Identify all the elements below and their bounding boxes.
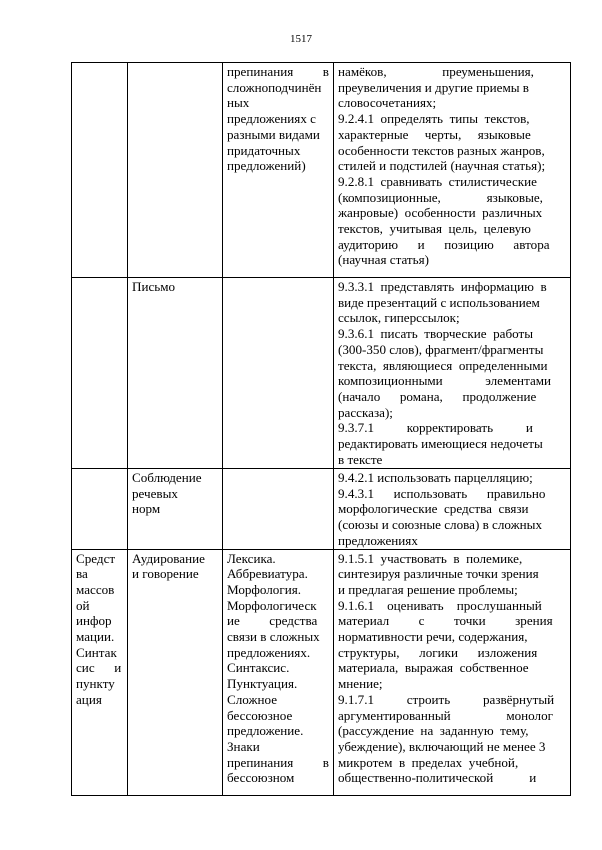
text-line: 9.4.2.1 использовать парцелляцию; <box>338 470 533 485</box>
text-line: бессоюзном <box>227 770 295 786</box>
text-line: Пунктуация. <box>227 676 298 692</box>
text-line: предложениях. <box>227 644 311 660</box>
text-line: препинания в <box>227 64 329 79</box>
section-cell <box>72 278 128 469</box>
curriculum-table <box>71 62 571 796</box>
text-line: 9.1.5.1 участвовать в полемике, <box>338 550 523 566</box>
text-line: ой <box>76 597 90 613</box>
skill-label <box>132 551 218 582</box>
text-line: мации. <box>76 629 115 645</box>
text-line: (союзы и союзные слова) в сложных <box>338 517 542 533</box>
skill-cell <box>128 549 223 795</box>
text-line: стилей и подстилей (научная статья); <box>338 158 546 174</box>
text-line: нормативности речи, содержания, <box>338 629 528 645</box>
text-line: материал с точки зрения <box>338 613 553 629</box>
text-line: Сложное <box>227 691 278 707</box>
text-line: жанровые) особенности различных <box>338 205 543 221</box>
text-line: общественно-политической и <box>338 770 537 786</box>
text-line: 9.3.6.1 писать творческие работы <box>338 326 534 342</box>
objectives-text <box>338 551 566 787</box>
text-line: намёков, преуменьшения, <box>338 64 534 79</box>
objectives-text <box>338 64 566 268</box>
text-line: (композиционные, языковые, <box>338 189 543 205</box>
text-line: редактировать имеющиеся недочеты <box>338 436 543 452</box>
text-line: преувеличения и другие приемы в <box>338 79 529 95</box>
objectives-cell <box>334 278 571 469</box>
text-line: связи в сложных <box>227 629 320 645</box>
topic-cell <box>223 278 334 469</box>
text-line: характерные черты, языковые <box>338 126 531 142</box>
text-line: Письмо <box>132 279 176 294</box>
topic-text <box>227 64 329 174</box>
text-line: особенности текстов разных жанров, <box>338 142 545 158</box>
text-line: текстов, учитывая цель, целевую <box>338 221 531 237</box>
skill-cell <box>128 278 223 469</box>
objectives-text <box>338 279 566 467</box>
text-line: 9.3.3.1 представлять информацию в <box>338 279 547 294</box>
text-line: Аудирование <box>132 550 205 566</box>
text-line: бессоюзное <box>227 707 293 723</box>
objectives-cell <box>334 469 571 550</box>
text-line: морфологические средства связи <box>338 501 529 517</box>
text-line: синтезируя различные точки зрения <box>338 566 539 582</box>
topic-cell <box>223 469 334 550</box>
text-line: аргументированный монолог <box>338 707 553 723</box>
section-cell <box>72 549 128 795</box>
skill-label <box>132 470 218 517</box>
text-line: разными видами <box>227 126 320 142</box>
skill-cell <box>128 63 223 278</box>
text-line: Синтаксис. <box>227 660 290 676</box>
topic-cell <box>223 63 334 278</box>
text-line: ие средства <box>227 613 318 629</box>
text-line: предложений) <box>227 158 306 174</box>
text-line: Морфологическ <box>227 597 317 613</box>
text-line: 9.4.3.1 использовать правильно <box>338 485 546 501</box>
text-line: 9.3.7.1 корректировать и <box>338 420 533 436</box>
text-line: ация <box>76 691 102 707</box>
text-line: (рассуждение на заданную тему, <box>338 723 529 739</box>
text-line: материала, выражая собственное <box>338 660 529 676</box>
skill-label <box>132 279 218 295</box>
topic-text <box>227 551 329 787</box>
text-line: в тексте <box>338 451 383 467</box>
table-row <box>72 278 571 469</box>
text-line: ссылок, гиперссылок; <box>338 310 460 326</box>
section-cell <box>72 63 128 278</box>
text-line: словосочетаниях; <box>338 95 437 111</box>
text-line: аудиторию и позицию автора <box>338 236 550 252</box>
text-line: рассказа); <box>338 404 393 420</box>
text-line: текста, являющиеся определенными <box>338 357 548 373</box>
text-line: препинания в <box>227 754 329 770</box>
page-number: 1517 <box>290 33 312 45</box>
text-line: Средст <box>76 550 116 566</box>
text-line: и предлагая решение проблемы; <box>338 581 518 597</box>
text-line: структуры, логики изложения <box>338 644 538 660</box>
text-line: Лексика. <box>227 550 276 566</box>
text-line: и говорение <box>132 566 199 582</box>
text-line: убеждение), включающий не менее 3 <box>338 738 546 754</box>
text-line: 9.1.7.1 строить развёрнутый <box>338 691 555 707</box>
text-line: речевых <box>132 485 178 501</box>
text-line: предложениях <box>338 532 418 548</box>
text-line: (научная статья) <box>338 252 430 268</box>
text-line: Синтак <box>76 644 117 660</box>
text-line: предложение. <box>227 723 304 739</box>
text-line: (начало романа, продолжение <box>338 388 537 404</box>
text-line: ных <box>227 95 250 111</box>
text-line: инфор <box>76 613 112 629</box>
text-line: 9.1.6.1 оценивать прослушанный <box>338 597 542 613</box>
text-line: предложениях с <box>227 111 316 127</box>
text-line: сис и <box>76 660 122 676</box>
text-line: (300-350 слов), фрагмент/фрагменты <box>338 341 544 357</box>
text-line: массов <box>76 581 115 597</box>
text-line: норм <box>132 501 161 517</box>
section-label <box>76 551 123 708</box>
table-row <box>72 63 571 278</box>
skill-cell <box>128 469 223 550</box>
text-line: композиционными элементами <box>338 373 552 389</box>
table-row <box>72 469 571 550</box>
text-line: 9.2.8.1 сравнивать стилистические <box>338 173 537 189</box>
topic-cell <box>223 549 334 795</box>
table-row <box>72 549 571 795</box>
objectives-cell <box>334 63 571 278</box>
objectives-text <box>338 470 566 549</box>
text-line: придаточных <box>227 142 301 158</box>
text-line: сложноподчинён <box>227 79 322 95</box>
text-line: Морфология. <box>227 581 302 597</box>
section-cell <box>72 469 128 550</box>
text-line: микротем в пределах учебной, <box>338 754 519 770</box>
text-line: Соблюдение <box>132 470 202 485</box>
text-line: 9.2.4.1 определять типы текстов, <box>338 111 530 127</box>
text-line: мнение; <box>338 676 383 692</box>
text-line: Аббревиатура. <box>227 566 308 582</box>
text-line: пункту <box>76 676 115 692</box>
text-line: ва <box>76 566 88 582</box>
text-line: виде презентаций с использованием <box>338 294 540 310</box>
objectives-cell <box>334 549 571 795</box>
text-line: Знаки <box>227 738 260 754</box>
